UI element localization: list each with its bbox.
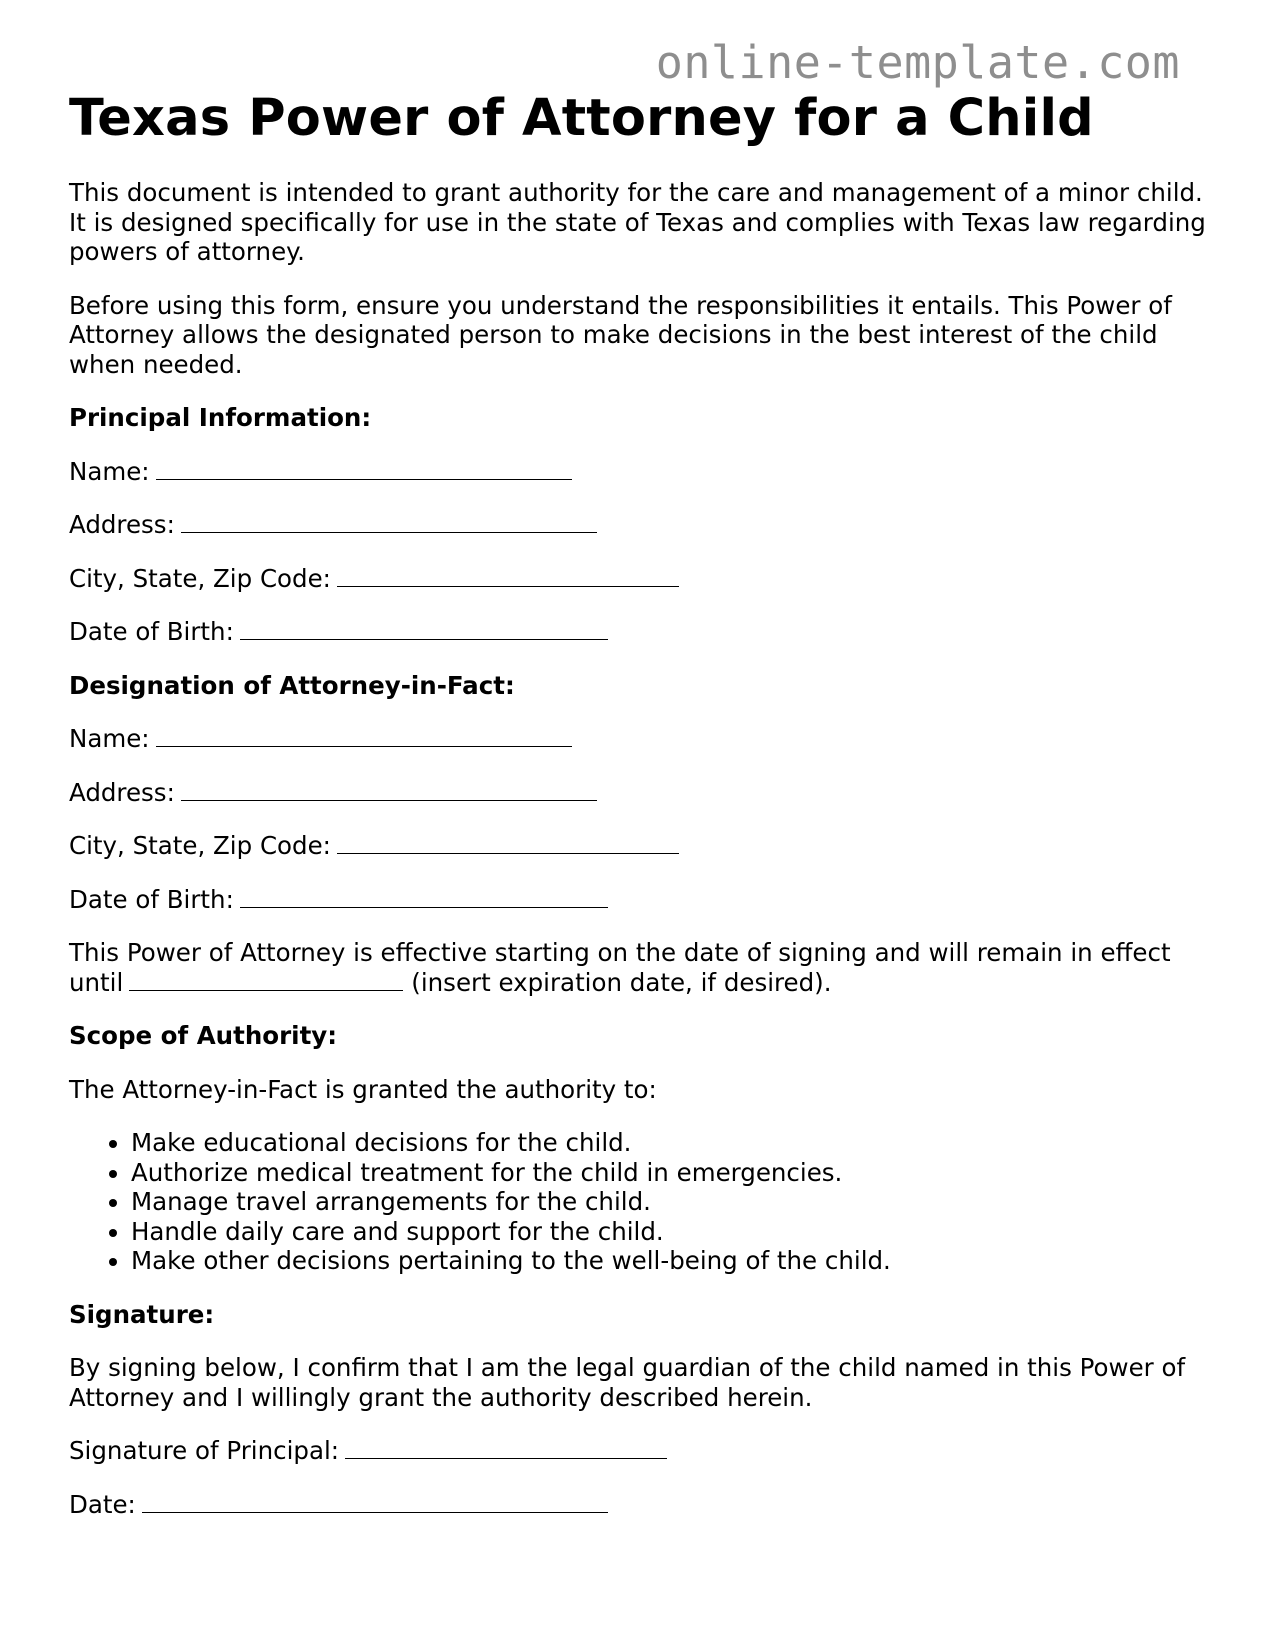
attorney-dob-row <box>69 885 1209 915</box>
principal-city-field[interactable] <box>337 564 679 587</box>
principal-heading: Principal Information: <box>69 403 372 432</box>
attorney-address-field[interactable] <box>181 778 597 801</box>
list-item: • Handle daily care and support for the child. <box>131 1217 1209 1247</box>
attorney-city-label: City, State, Zip Code: <box>69 831 331 860</box>
principal-city-row <box>69 564 1209 594</box>
attorney-name-label: Name: <box>69 724 150 753</box>
signature-label: Signature of Principal: <box>69 1436 340 1465</box>
principal-name-field[interactable] <box>156 457 572 480</box>
attorney-address-label: Address: <box>69 777 175 807</box>
signature-row <box>69 1436 1209 1466</box>
attorney-address-row <box>69 778 1209 808</box>
scope-heading: Scope of Authority: <box>69 1021 338 1050</box>
document-title: Texas Power of Attorney for a Child <box>69 89 1094 148</box>
intro-paragraph-1: This document is intended to grant authority for the care and management of a minor child. It is designed specifically for use in the state of Texas and complies with Texas law regarding powers of attorney. <box>69 178 1206 266</box>
attorney-dob-field[interactable] <box>240 885 608 908</box>
principal-address-label: Address: <box>69 510 175 539</box>
attorney-heading: Designation of Attorney-in-Fact: <box>69 670 515 700</box>
list-item: • Manage travel arrangements for the child. <box>131 1187 1209 1217</box>
date-label: Date: <box>69 1489 136 1519</box>
list-item: • Make other decisions pertaining to the well-being of the child. <box>131 1246 1209 1276</box>
principal-address-row <box>69 510 1209 540</box>
effective-paragraph <box>69 938 1209 997</box>
effective-text-after: (insert expiration date, if desired). <box>411 967 832 997</box>
intro-paragraph-2: Before using this form, ensure you understand the responsibilities it entails. This Power of Attorney allows the designated person to make decisions in the best interest of the child when needed. <box>69 290 1172 379</box>
principal-name-row <box>69 457 1209 487</box>
date-field[interactable] <box>142 1490 608 1513</box>
principal-address-field[interactable] <box>181 510 597 533</box>
authority-list <box>69 1128 1209 1276</box>
expiration-date-field[interactable] <box>129 968 403 991</box>
attorney-city-field[interactable] <box>337 831 679 854</box>
scope-intro: The Attorney-in-Fact is granted the authority to: <box>69 1074 657 1104</box>
principal-dob-field[interactable] <box>240 617 608 640</box>
document-body <box>69 88 1209 1519</box>
list-item: • Authorize medical treatment for the child in emergencies. <box>131 1158 1209 1188</box>
signature-field[interactable] <box>345 1436 667 1459</box>
watermark: online-template.com <box>655 36 1180 89</box>
effective-text-before: This Power of Attorney is effective starting on the date of signing and will remain in effect until <box>69 938 1171 997</box>
principal-city-label: City, State, Zip Code: <box>69 563 331 593</box>
principal-name-label: Name: <box>69 456 150 486</box>
attorney-dob-label: Date of Birth: <box>69 884 234 914</box>
date-row <box>69 1490 1209 1520</box>
principal-dob-label: Date of Birth: <box>69 617 234 646</box>
attorney-name-row <box>69 724 1209 754</box>
attorney-city-row <box>69 831 1209 861</box>
signature-paragraph: By signing below, I confirm that I am the legal guardian of the child named in this Power of Attorney and I willingly grant the authority described herein. <box>69 1353 1186 1412</box>
list-item: • Make educational decisions for the child. <box>131 1128 1209 1158</box>
principal-dob-row <box>69 617 1209 647</box>
signature-heading: Signature: <box>69 1299 215 1329</box>
attorney-name-field[interactable] <box>156 724 572 747</box>
